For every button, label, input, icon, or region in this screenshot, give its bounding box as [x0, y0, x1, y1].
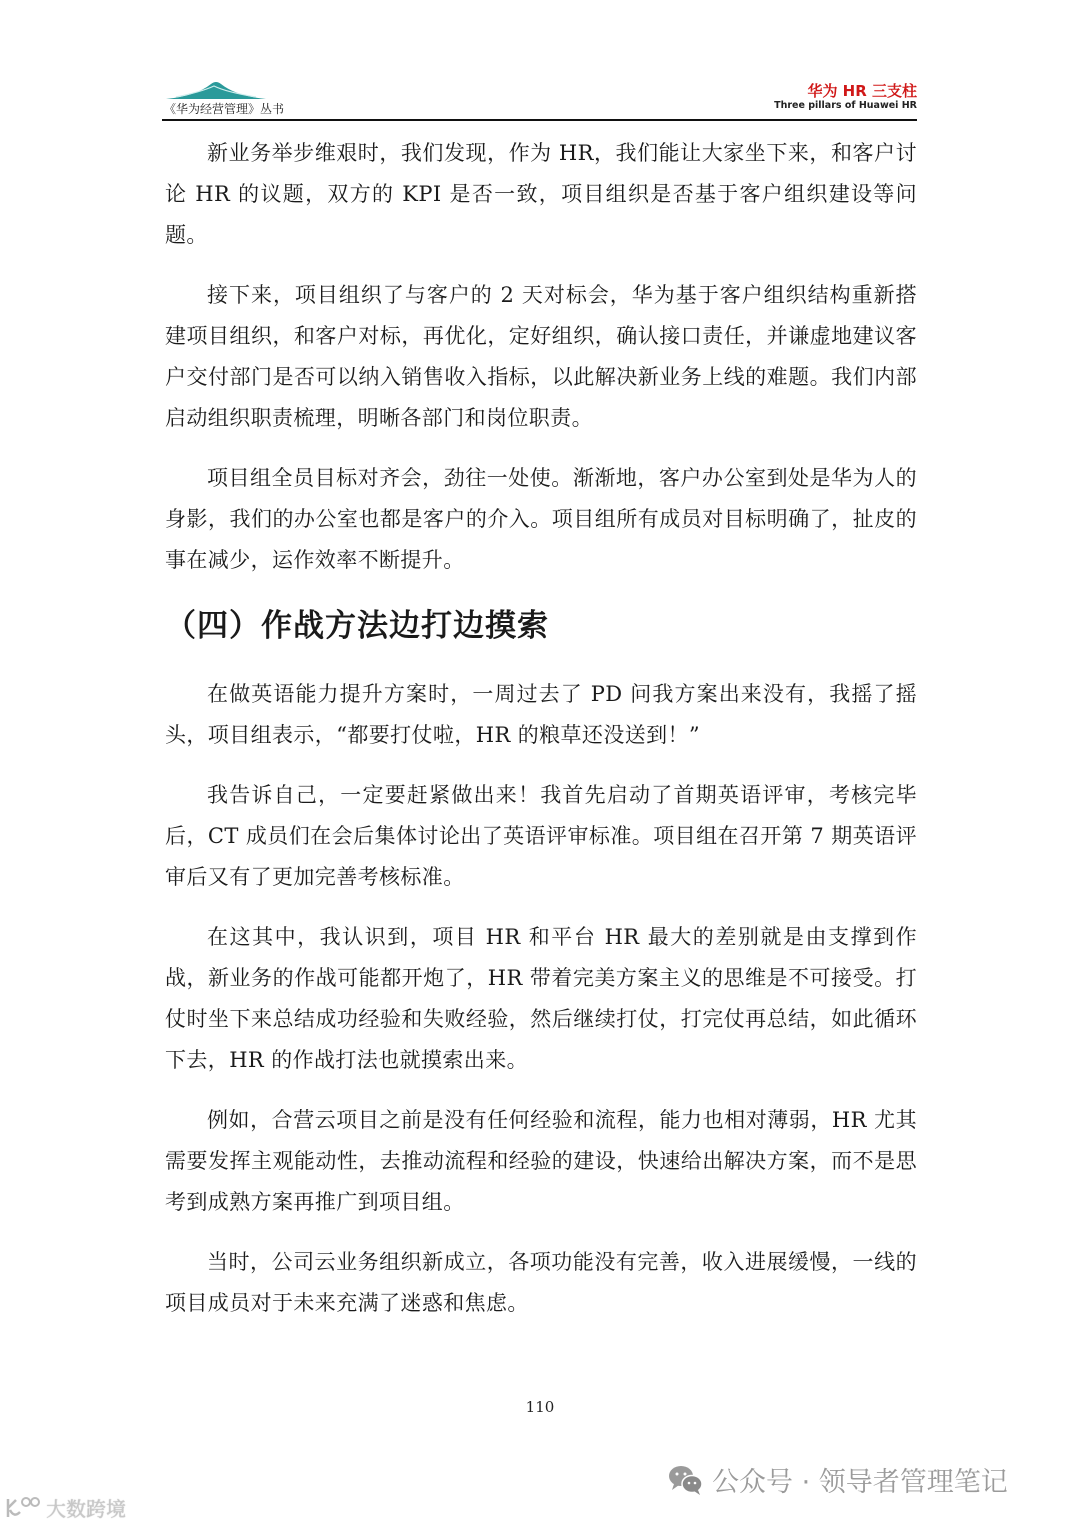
page-body — [165, 133, 917, 1343]
wechat-icon — [668, 1464, 704, 1496]
series-title: 《华为经营管理》丛书 — [164, 102, 285, 116]
page-number: 110 — [525, 1398, 555, 1416]
section-heading: （四）作战方法边打边摸索 — [165, 608, 549, 644]
watermark-text: 公众号 · 领导者管理笔记 — [712, 1467, 1008, 1498]
paragraph: 例如，合营云项目之前是没有任何经验和流程，能力也相对薄弱，HR 尤其需要发挥主观能动性，去推动流程和经验的建设，快速给出解决方案，而不是思考到成熟方案再推广到项目组。 — [165, 1108, 917, 1214]
brand-logo-icon — [4, 1496, 42, 1520]
header-divider — [162, 119, 917, 121]
book-subtitle: Three pillars of Huawei HR — [774, 100, 917, 111]
paragraph: 我告诉自己，一定要赶紧做出来！我首先启动了首期英语评审，考核完毕后，CT 成员们在会后集体讨论出了英语评审标准。项目组在召开第 7 期英语评审后又有了更加完善考核标准。 — [165, 783, 917, 889]
paragraph: 新业务举步维艰时，我们发现，作为 HR，我们能让大家坐下来，和客户讨论 HR 的议题，双方的 KPI 是否一致，项目组织是否基于客户组织建设等问题。 — [165, 141, 917, 247]
book-title: 华为 HR 三支柱 — [807, 82, 917, 100]
paragraph: 接下来，项目组织了与客户的 2 天对标会，华为基于客户组织结构重新搭建项目组织，和客户对标，再优化，定好组织，确认接口责任，并谦虚地建议客户交付部门是否可以纳入销售收入指标，以此解决新业务上线的难题。我们内部启动组织职责梳理，明晰各部门和岗位职责。 — [165, 283, 917, 430]
page-header — [162, 78, 917, 122]
book-title-block — [774, 82, 917, 112]
watermark-left-text: 大数跨境 — [46, 1497, 126, 1521]
wechat-watermark — [668, 1460, 1008, 1499]
paragraph: 项目组全员目标对齐会，劲往一处使。渐渐地，客户办公室到处是华为人的身影，我们的办公室也都是客户的介入。项目组所有成员对目标明确了，扯皮的事在减少，运作效率不断提升。 — [165, 466, 917, 572]
paragraph: 在做英语能力提升方案时，一周过去了 PD 问我方案出来没有，我摇了摇头，项目组表示，“都要打仗啦，HR 的粮草还没送到！” — [165, 682, 917, 747]
corner-watermark — [4, 1493, 126, 1522]
paragraph: 在这其中，我认识到，项目 HR 和平台 HR 最大的差别就是由支撑到作战，新业务的作战可能都开炮了，HR 带着完美方案主义的思维是不可接受。打仗时坐下来总结成功经验和失败经验，然后继续打仗，打完仗再总结，如此循环下去，HR 的作战打法也就摸索出来。 — [165, 925, 917, 1072]
mountain-logo-icon — [166, 78, 266, 100]
paragraph: 当时，公司云业务组织新成立，各项功能没有完善，收入进展缓慢，一线的项目成员对于未来充满了迷惑和焦虑。 — [165, 1250, 917, 1315]
